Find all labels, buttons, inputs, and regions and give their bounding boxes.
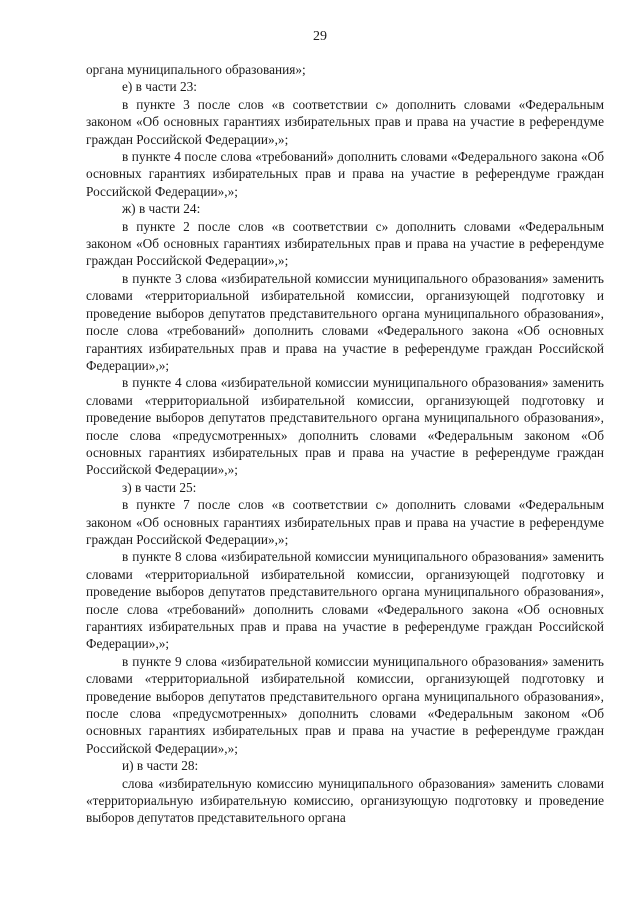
paragraph: в пункте 8 слова «избирательной комиссии муниципального образования» заменить словами «территориальной избирательной комиссии, организующей подготовку и проведение выборов депутатов представительного органа муниципального образования», после слова «требований» дополнить словами «Федерального закона «Об основных гарантиях избирательных прав и права на участие в референдуме граждан Российской Федерации»,»; bbox=[86, 549, 604, 652]
paragraph: е) в части 23: bbox=[122, 79, 197, 95]
paragraph: в пункте 4 слова «избирательной комиссии муниципального образования» заменить словами «территориальной избирательной комиссии, организующей подготовку и проведение выборов депутатов представительного органа муниципального образования», после слова «предусмотренных» дополнить словами «Федеральным законом «Об основных гарантиях избирательных прав и права на участие в референдуме граждан Российской Федерации»,»; bbox=[86, 375, 604, 478]
paragraph: ж) в части 24: bbox=[122, 201, 201, 217]
paragraph: в пункте 3 слова «избирательной комиссии муниципального образования» заменить словами «территориальной избирательной комиссии, организующей подготовку и проведение выборов депутатов представительного органа муниципального образования», после слова «требований» дополнить словами «Федерального закона «Об основных гарантиях избирательных прав и права на участие в референдуме граждан Российской Федерации»,»; bbox=[86, 270, 604, 373]
paragraph: в пункте 3 после слов «в соответствии с» дополнить словами «Федеральным законом «Об основных гарантиях избирательных прав и права на участие в референдуме граждан Российской Федерации»,»; bbox=[86, 96, 604, 147]
paragraph: з) в части 25: bbox=[122, 479, 197, 495]
paragraph: в пункте 4 после слова «требований» дополнить словами «Федерального закона «Об основных гарантиях избирательных прав и права на участие в референдуме граждан Российской Федерации»,»; bbox=[86, 149, 604, 199]
paragraph: в пункте 9 слова «избирательной комиссии муниципального образования» заменить словами «территориальной избирательной комиссии, организующей подготовку и проведение выборов депутатов представительного органа муниципального образования», после слова «предусмотренных» дополнить словами «Федеральным законом «Об основных гарантиях избирательных прав и права на участие в референдуме граждан Российской Федерации»,»; bbox=[86, 653, 604, 756]
paragraph: и) в части 28: bbox=[122, 758, 199, 774]
paragraph: органа муниципального образования»; bbox=[86, 62, 306, 77]
document-body bbox=[86, 61, 604, 827]
paragraph: в пункте 7 после слов «в соответствии с» дополнить словами «Федеральным законом «Об основных гарантиях избирательных прав и права на участие в референдуме граждан Российской Федерации»,»; bbox=[86, 497, 604, 547]
paragraph: в пункте 2 после слов «в соответствии с» дополнить словами «Федеральным законом «Об основных гарантиях избирательных прав и права на участие в референдуме граждан Российской Федерации»,»; bbox=[86, 218, 604, 269]
paragraph: слова «избирательную комиссию муниципального образования» заменить словами «территориальную избирательную комиссию, организующую подготовку и проведение выборов депутатов представительного органа bbox=[86, 775, 604, 826]
page-number: 29 bbox=[313, 29, 327, 44]
